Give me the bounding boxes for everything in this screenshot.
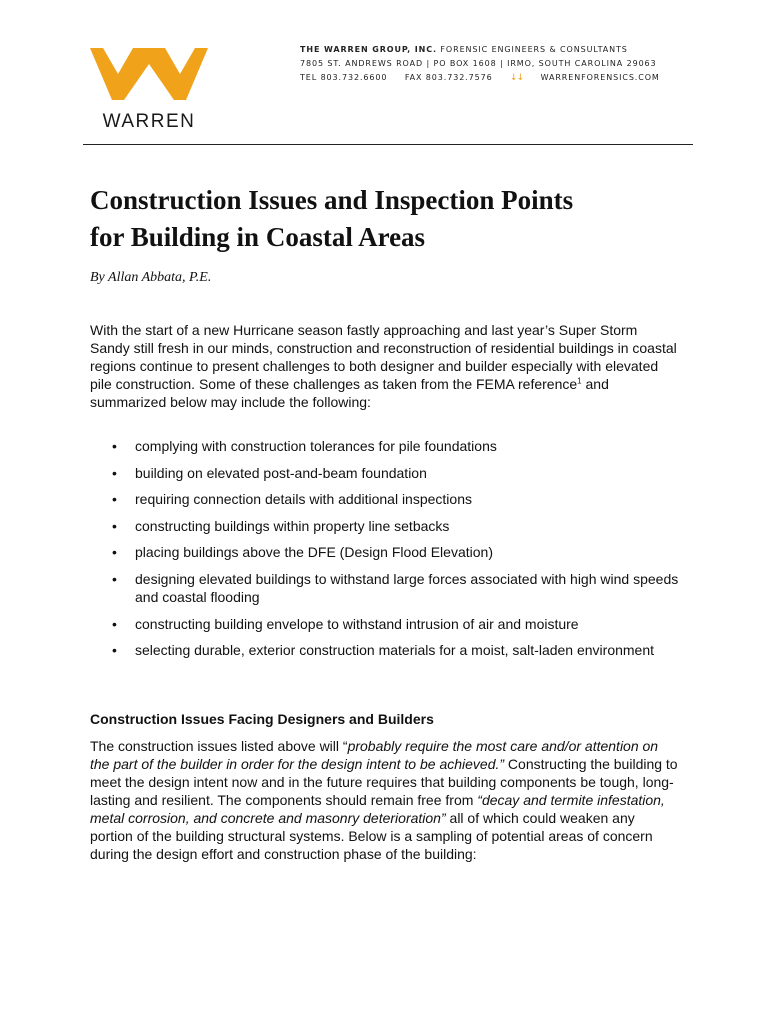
- intro-paragraph: [90, 321, 680, 411]
- challenges-list: [90, 437, 680, 668]
- letterhead-line-2: 7805 ST. ANDREWS ROAD | PO BOX 1608 | IRMO, SOUTH CAROLINA 29063: [300, 59, 657, 68]
- list-item-text: selecting durable, exterior construction materials for a moist, salt-laden environment: [135, 642, 655, 659]
- warren-logo: [90, 46, 208, 132]
- title-line-1: Construction Issues and Inspection Points: [90, 185, 574, 215]
- company-tagline: FORENSIC ENGINEERS & CONSULTANTS: [440, 45, 628, 54]
- company-name: THE WARREN GROUP, INC.: [300, 45, 437, 54]
- fax-number: 803.732.7576: [425, 73, 493, 82]
- list-item: [90, 437, 680, 455]
- list-item-text: building on elevated post-and-beam foundation: [135, 464, 427, 481]
- website-link[interactable]: WARRENFORENSICS.COM: [540, 73, 660, 82]
- bullet-icon: •: [112, 491, 117, 508]
- p2-quote-1: probably require the most care and/or attention on the part of the builder in order for the design intent to be achieved.”: [90, 738, 659, 772]
- fax-label: FAX: [404, 73, 423, 82]
- bullet-icon: •: [112, 642, 117, 659]
- list-item-text: complying with construction tolerances for pile foundations: [135, 438, 497, 454]
- list-item-text: designing elevated buildings to withstand large forces associated with high wind speeds and coastal flooding: [135, 570, 679, 605]
- bullet-icon: •: [112, 615, 117, 632]
- p2-text-c: all of which could weaken any portion of the building structural systems. Below is a sampling of potential areas of concern during the design effort and construction phase of the building:: [90, 810, 653, 862]
- address-street: 7805 ST. ANDREWS ROAD: [300, 59, 424, 68]
- bullet-icon: •: [112, 544, 117, 561]
- intro-text-a: With the start of a new Hurricane season fastly approaching and last year’s Super Storm Sandy still fresh in our minds, construction and reconstruction of residential buildings in coastal regions continue to present challenges to both designer and builder especially with elevated pile construction. Some of these challenges as taken from the FEMA reference: [90, 322, 677, 392]
- footnote-ref[interactable]: 1: [577, 376, 582, 386]
- section-heading: Construction Issues Facing Designers and Builders: [90, 711, 434, 727]
- p2-text-b: Constructing the building to meet the design intent now and in the future requires that building components be tough, long-lasting and resilient. The components should remain free from: [90, 756, 678, 808]
- title-line-2: for Building in Coastal Areas: [90, 222, 426, 252]
- letterhead-line-1: [300, 43, 680, 57]
- intro-text-b: and summarized below may include the following:: [90, 376, 609, 410]
- double-arrow-down-icon: ↓↓: [510, 73, 524, 83]
- list-item: [90, 464, 680, 482]
- list-item-text: placing buildings above the DFE (Design Flood Elevation): [135, 544, 493, 561]
- list-item-text: constructing building envelope to withstand intrusion of air and moisture: [135, 615, 579, 632]
- tel-number: 803.732.6600: [320, 73, 388, 82]
- bullet-icon: •: [112, 517, 117, 534]
- list-item: [90, 615, 680, 633]
- bullet-icon: •: [112, 464, 117, 481]
- tel-label: TEL: [300, 73, 318, 82]
- w-logo-icon: [90, 46, 208, 102]
- list-item: [90, 543, 680, 561]
- section-paragraph: [90, 737, 680, 863]
- address-box: PO BOX 1608: [433, 59, 497, 68]
- address-city: IRMO, SOUTH CAROLINA 29063: [507, 59, 657, 68]
- list-item: [90, 490, 680, 508]
- byline: By Allan Abbata, P.E.: [90, 270, 212, 285]
- p2-quote-2: “decay and termite infestation, metal corrosion, and concrete and masonry deterioration”: [90, 792, 665, 826]
- bullet-icon: •: [112, 570, 117, 587]
- letterhead-contact: [300, 43, 680, 85]
- list-item: [90, 517, 680, 535]
- logo-wordmark: WARREN: [102, 111, 196, 132]
- p2-text-a: The construction issues listed above will “: [90, 738, 348, 754]
- article-title: [90, 182, 690, 256]
- list-item: [90, 570, 680, 606]
- bullet-icon: •: [112, 438, 117, 454]
- list-item: [90, 641, 680, 659]
- header-divider: [83, 144, 693, 145]
- list-item-text: constructing buildings within property line setbacks: [135, 517, 450, 534]
- list-item-text: requiring connection details with additional inspections: [135, 491, 472, 508]
- letterhead-line-3: [300, 71, 680, 85]
